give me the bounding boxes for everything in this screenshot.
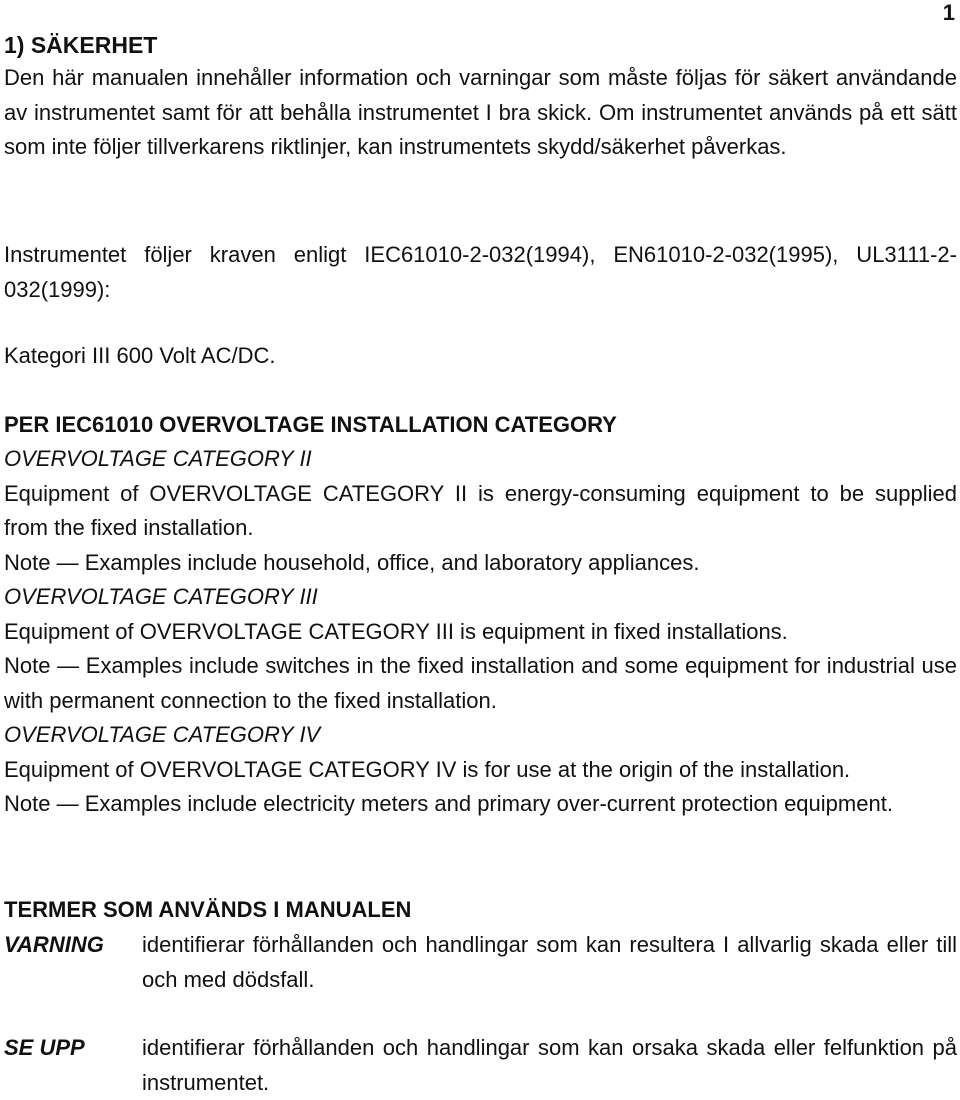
terms-section <box>4 893 957 927</box>
term-name-warning: VARNING <box>4 932 104 957</box>
terms-heading: TERMER SOM ANVÄNDS I MANUALEN <box>4 897 412 922</box>
term-description-warning: identifierar förhållanden och handlingar som kan resultera I allvarlig skada eller till och med dödsfall. <box>142 932 957 992</box>
category-iv-title: OVERVOLTAGE CATEGORY IV <box>4 722 321 747</box>
standards-block <box>4 238 957 307</box>
standards-paragraph: Instrumentet följer kraven enligt IEC61010-2-032(1994), EN61010-2-032(1995), UL3111-2-032(1999): <box>4 242 957 302</box>
section-title: 1) SÄKERHET <box>4 32 158 58</box>
intro-paragraph: Den här manualen innehåller information och varningar som måste följas för säkert användande av instrumentet samt för att behålla instrumentet I bra skick. Om instrumentet används på ett sätt som inte följer tillverkarens riktlinjer, kan instrumentets skydd/säkerhet påverkas. <box>4 65 957 159</box>
category-iv-note: Note — Examples include electricity meters and primary over-current protection equipment. <box>4 791 893 816</box>
term-name-caution: SE UPP <box>4 1035 85 1060</box>
category-iv-description: Equipment of OVERVOLTAGE CATEGORY IV is for use at the origin of the installation. <box>4 756 851 782</box>
category-iii-description: Equipment of OVERVOLTAGE CATEGORY III is equipment in fixed installations. <box>4 618 788 644</box>
term-description-caution: identifierar förhållanden och handlingar som kan orsaka skada eller felfunktion på instrumentet. <box>142 1035 957 1095</box>
safety-section <box>4 30 957 165</box>
category-ii-note: Note — Examples include household, office, and laboratory appliances. <box>4 549 700 575</box>
overvoltage-heading: PER IEC61010 OVERVOLTAGE INSTALLATION CATEGORY <box>4 412 617 437</box>
category-ii-title: OVERVOLTAGE CATEGORY II <box>4 446 312 471</box>
category-line: Kategori III 600 Volt AC/DC. <box>4 343 276 368</box>
page-number: 1 <box>942 0 955 25</box>
overvoltage-section <box>4 408 957 822</box>
category-block <box>4 339 957 374</box>
category-iii-note: Note — Examples include switches in the fixed installation and some equipment for industrial use with permanent connection to the fixed installation. <box>4 653 957 713</box>
document-page <box>4 0 957 1100</box>
category-iii-title: OVERVOLTAGE CATEGORY III <box>4 584 318 609</box>
category-ii-description: Equipment of OVERVOLTAGE CATEGORY II is energy-consuming equipment to be supplied from the fixed installation. <box>4 480 957 540</box>
